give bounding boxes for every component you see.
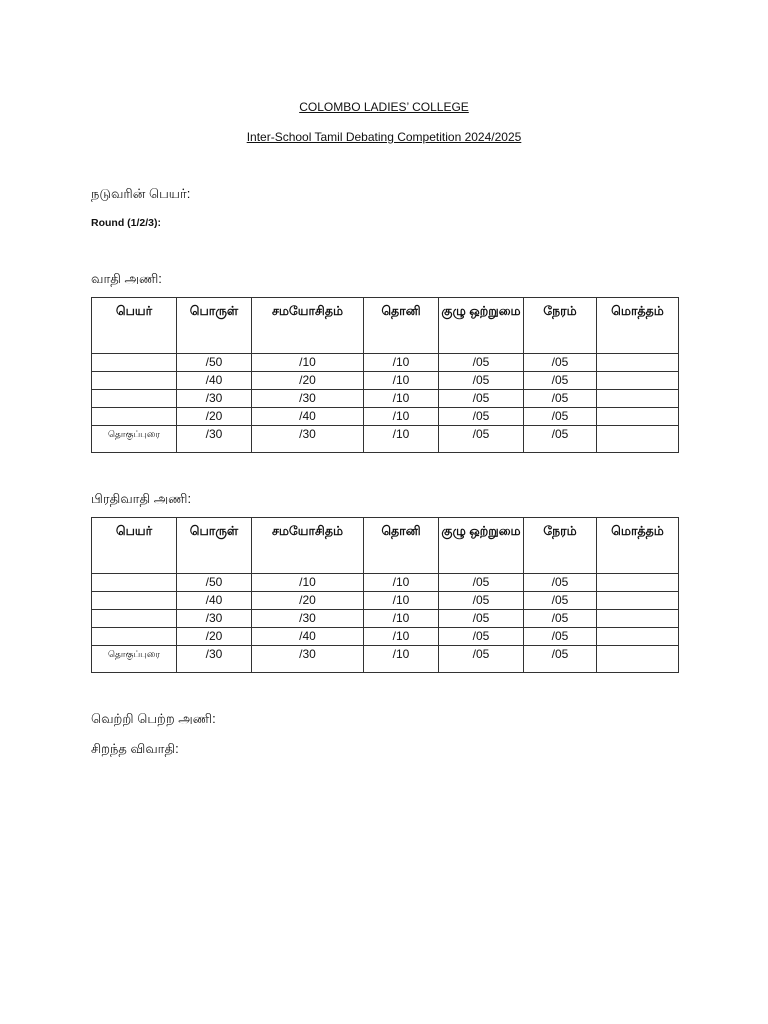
cell-presence: /30 bbox=[252, 390, 364, 408]
cell-time: /05 bbox=[524, 354, 597, 372]
cell-total[interactable] bbox=[597, 592, 679, 610]
cell-total[interactable] bbox=[597, 372, 679, 390]
cell-name[interactable] bbox=[92, 408, 177, 426]
table-header-row bbox=[92, 298, 679, 354]
cell-name: தொகுப்புரை bbox=[92, 426, 177, 453]
cell-presence: /30 bbox=[252, 646, 364, 673]
cell-presence: /10 bbox=[252, 354, 364, 372]
cell-content: /30 bbox=[177, 646, 252, 673]
table-row bbox=[92, 390, 679, 408]
cell-teamwork: /05 bbox=[439, 426, 524, 453]
cell-total[interactable] bbox=[597, 408, 679, 426]
cell-teamwork: /05 bbox=[439, 390, 524, 408]
cell-time: /05 bbox=[524, 628, 597, 646]
cell-tone: /10 bbox=[364, 592, 439, 610]
cell-time: /05 bbox=[524, 408, 597, 426]
cell-tone: /10 bbox=[364, 426, 439, 453]
cell-name[interactable] bbox=[92, 354, 177, 372]
proposition-score-table bbox=[91, 297, 679, 453]
cell-time: /05 bbox=[524, 372, 597, 390]
cell-content: /30 bbox=[177, 390, 252, 408]
opposition-team-label: பிரதிவாதி அணி: bbox=[91, 491, 192, 506]
opposition-score-table bbox=[91, 517, 679, 673]
table-row bbox=[92, 592, 679, 610]
cell-tone: /10 bbox=[364, 354, 439, 372]
cell-time: /05 bbox=[524, 426, 597, 453]
cell-total[interactable] bbox=[597, 628, 679, 646]
cell-total[interactable] bbox=[597, 354, 679, 372]
column-header-name: பெயர் bbox=[92, 298, 177, 354]
column-header-presence: சமயோசிதம் bbox=[252, 298, 364, 354]
cell-total[interactable] bbox=[597, 574, 679, 592]
column-header-total: மொத்தம் bbox=[597, 298, 679, 354]
column-header-time: நேரம் bbox=[524, 298, 597, 354]
judge-name-label: நடுவரின் பெயர்: bbox=[91, 186, 191, 201]
table-row bbox=[92, 372, 679, 390]
cell-content: /30 bbox=[177, 426, 252, 453]
cell-presence: /40 bbox=[252, 408, 364, 426]
cell-tone: /10 bbox=[364, 646, 439, 673]
cell-total[interactable] bbox=[597, 646, 679, 673]
cell-name[interactable] bbox=[92, 390, 177, 408]
cell-content: /50 bbox=[177, 354, 252, 372]
round-label: Round (1/2/3): bbox=[91, 217, 161, 229]
column-header-content: பொருள் bbox=[177, 518, 252, 574]
cell-presence: /40 bbox=[252, 628, 364, 646]
table-header-row bbox=[92, 518, 679, 574]
column-header-teamwork: குழு ஒற்றுமை bbox=[439, 518, 524, 574]
column-header-name: பெயர் bbox=[92, 518, 177, 574]
cell-content: /20 bbox=[177, 628, 252, 646]
column-header-tone: தொனி bbox=[364, 298, 439, 354]
cell-tone: /10 bbox=[364, 390, 439, 408]
cell-name[interactable] bbox=[92, 592, 177, 610]
cell-total[interactable] bbox=[597, 390, 679, 408]
cell-presence: /10 bbox=[252, 574, 364, 592]
cell-tone: /10 bbox=[364, 628, 439, 646]
cell-time: /05 bbox=[524, 390, 597, 408]
cell-name[interactable] bbox=[92, 574, 177, 592]
cell-teamwork: /05 bbox=[439, 646, 524, 673]
cell-presence: /20 bbox=[252, 592, 364, 610]
cell-teamwork: /05 bbox=[439, 354, 524, 372]
cell-presence: /20 bbox=[252, 372, 364, 390]
column-header-time: நேரம் bbox=[524, 518, 597, 574]
column-header-total: மொத்தம் bbox=[597, 518, 679, 574]
cell-name[interactable] bbox=[92, 628, 177, 646]
winning-team-label: வெற்றி பெற்ற அணி: bbox=[91, 711, 216, 726]
cell-time: /05 bbox=[524, 592, 597, 610]
table-row bbox=[92, 408, 679, 426]
cell-tone: /10 bbox=[364, 372, 439, 390]
proposition-team-label: வாதி அணி: bbox=[91, 271, 162, 286]
cell-total[interactable] bbox=[597, 610, 679, 628]
cell-content: /30 bbox=[177, 610, 252, 628]
table-row bbox=[92, 610, 679, 628]
column-header-content: பொருள் bbox=[177, 298, 252, 354]
event-title: Inter-School Tamil Debating Competition 2024/2025 bbox=[246, 130, 522, 144]
cell-content: /40 bbox=[177, 372, 252, 390]
cell-teamwork: /05 bbox=[439, 628, 524, 646]
cell-time: /05 bbox=[524, 646, 597, 673]
school-title: COLOMBO LADIES’ COLLEGE bbox=[299, 100, 469, 114]
cell-total[interactable] bbox=[597, 426, 679, 453]
table-row bbox=[92, 628, 679, 646]
cell-tone: /10 bbox=[364, 574, 439, 592]
cell-name: தொகுப்புரை bbox=[92, 646, 177, 673]
column-header-presence: சமயோசிதம் bbox=[252, 518, 364, 574]
cell-presence: /30 bbox=[252, 610, 364, 628]
column-header-tone: தொனி bbox=[364, 518, 439, 574]
cell-time: /05 bbox=[524, 574, 597, 592]
cell-teamwork: /05 bbox=[439, 372, 524, 390]
column-header-teamwork: குழு ஒற்றுமை bbox=[439, 298, 524, 354]
table-row bbox=[92, 426, 679, 453]
cell-teamwork: /05 bbox=[439, 408, 524, 426]
cell-content: /20 bbox=[177, 408, 252, 426]
cell-teamwork: /05 bbox=[439, 574, 524, 592]
cell-tone: /10 bbox=[364, 408, 439, 426]
cell-presence: /30 bbox=[252, 426, 364, 453]
cell-name[interactable] bbox=[92, 610, 177, 628]
table-row bbox=[92, 646, 679, 673]
cell-content: /40 bbox=[177, 592, 252, 610]
table-row bbox=[92, 574, 679, 592]
cell-name[interactable] bbox=[92, 372, 177, 390]
cell-teamwork: /05 bbox=[439, 610, 524, 628]
cell-content: /50 bbox=[177, 574, 252, 592]
cell-time: /05 bbox=[524, 610, 597, 628]
cell-teamwork: /05 bbox=[439, 592, 524, 610]
best-speaker-label: சிறந்த விவாதி: bbox=[91, 741, 179, 756]
cell-tone: /10 bbox=[364, 610, 439, 628]
table-row bbox=[92, 354, 679, 372]
